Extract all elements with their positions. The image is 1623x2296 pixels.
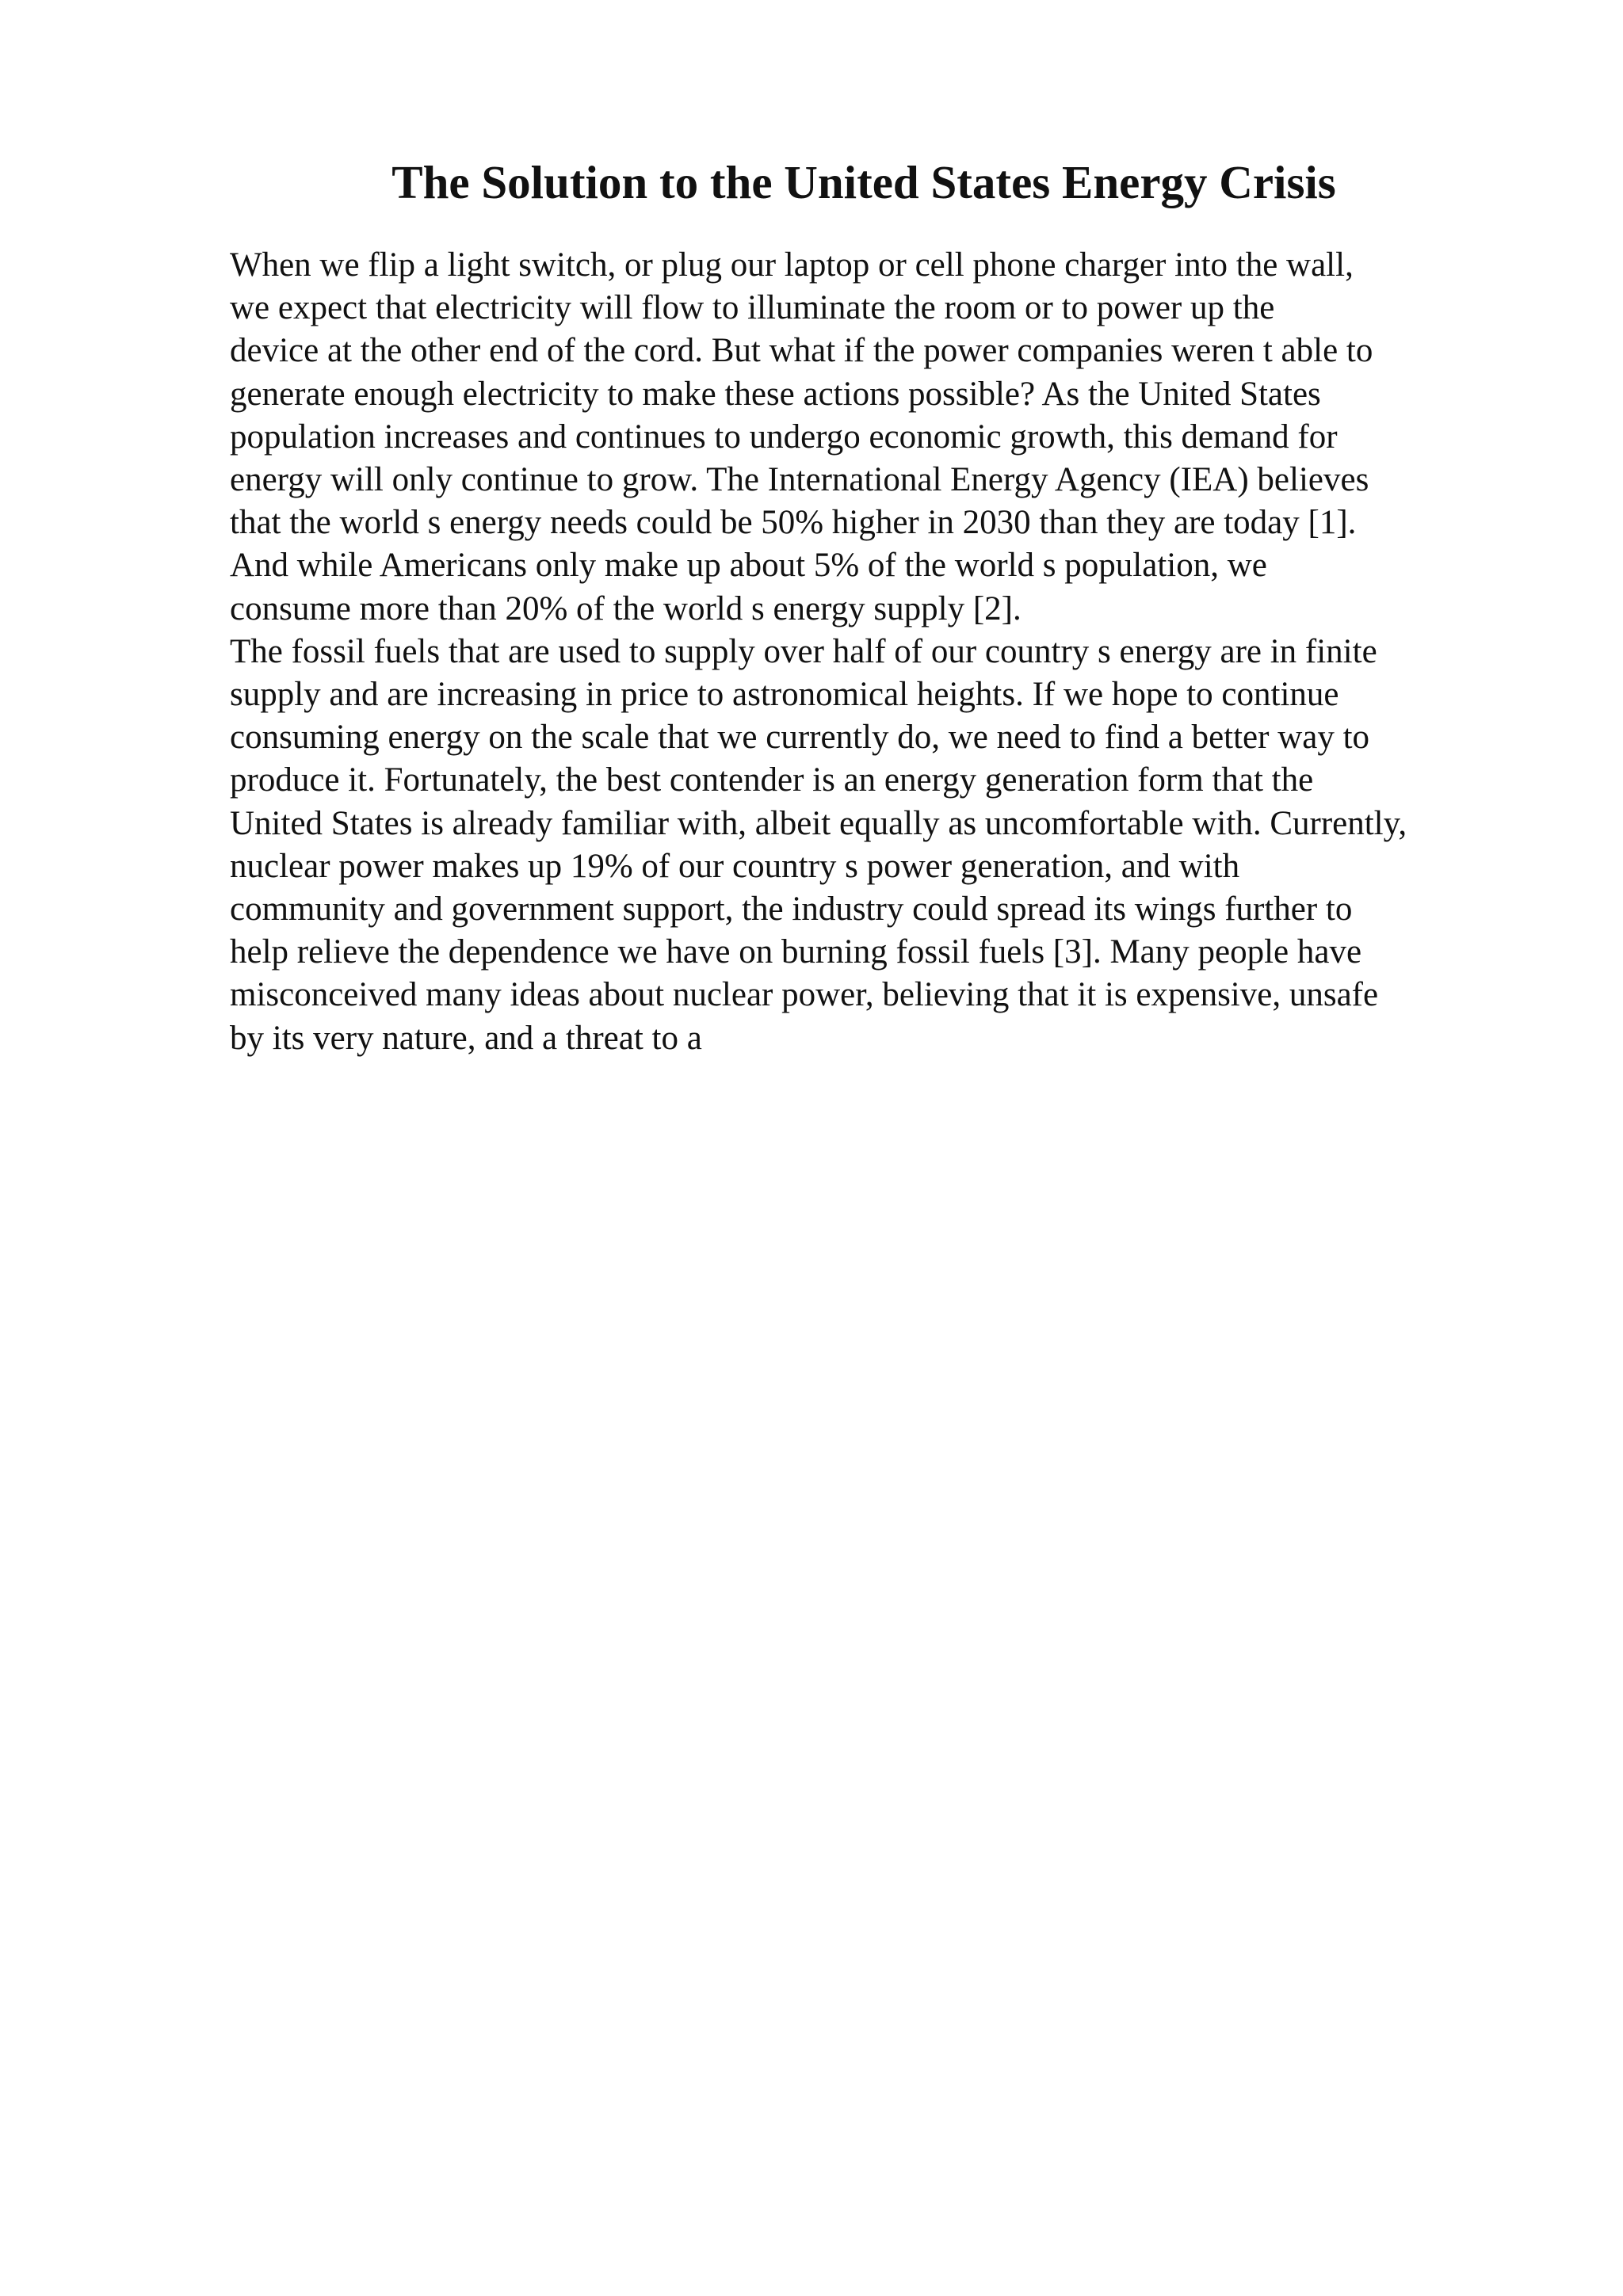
body-line: supply and are increasing in price to astronomical heights. If we hope to continue [230,676,1339,714]
body-line: When we flip a light switch, or plug our laptop or cell phone charger into the wall, [230,246,1354,284]
body-line: that the world s energy needs could be 50% higher in 2030 than they are today [1]. [230,504,1357,542]
body-line: help relieve the dependence we have on burning fossil fuels [3]. Many people have [230,933,1362,971]
body-line: misconceived many ideas about nuclear power, believing that it is expensive, unsafe [230,976,1379,1014]
body-line: community and government support, the industry could spread its wings further to [230,891,1353,929]
body-line: device at the other end of the cord. But what if the power companies weren t able to [230,332,1373,370]
body-line: The fossil fuels that are used to supply over half of our country s energy are in finite [230,632,1377,670]
body-line: population increases and continues to undergo economic growth, this demand for [230,418,1338,456]
document-body [230,244,1593,1060]
body-line: energy will only continue to grow. The International Energy Agency (IEA) believes [230,461,1369,499]
body-line: nuclear power makes up 19% of our country s power generation, and with [230,847,1240,885]
body-line: consuming energy on the scale that we currently do, we need to find a better way to [230,719,1370,757]
body-line: And while Americans only make up about 5% of the world s population, we [230,547,1267,585]
body-line: by its very nature, and a threat to a [230,1019,702,1057]
document-title: The Solution to the United States Energy Crisis [391,156,1336,208]
body-line: we expect that electricity will flow to illuminate the room or to power up the [230,289,1275,327]
body-line: produce it. Fortunately, the best contender is an energy generation form that the [230,761,1314,799]
body-line: consume more than 20% of the world s energy supply [2]. [230,589,1022,627]
body-line: generate enough electricity to make these actions possible? As the United States [230,375,1321,413]
body-line: United States is already familiar with, albeit equally as uncomfortable with. Currently, [230,804,1407,842]
